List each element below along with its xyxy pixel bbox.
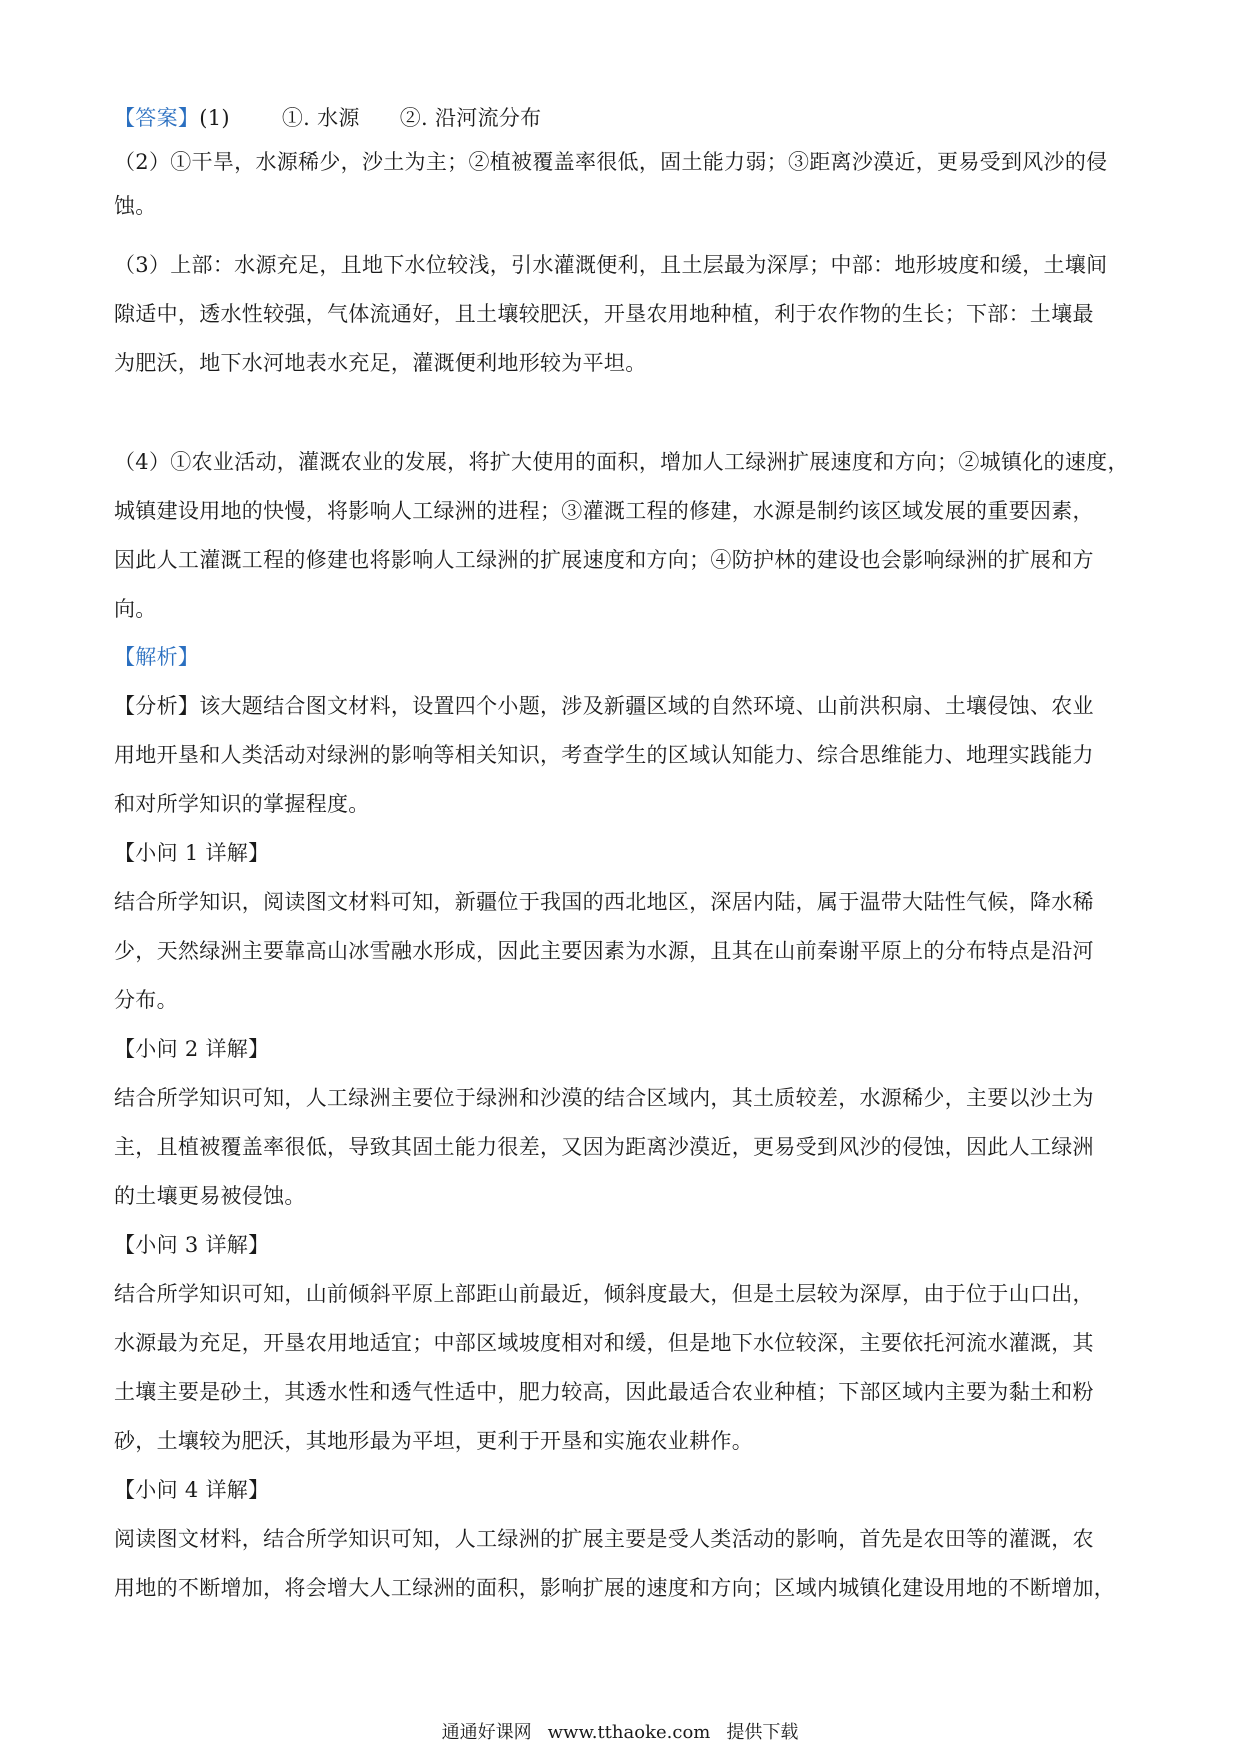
q2-answer-line: 蚀。 xyxy=(114,194,157,218)
sub1-line: 结合所学知识，阅读图文材料可知，新疆位于我国的西北地区，深居内陆，属于温带大陆性气候，降水稀 xyxy=(114,890,1094,914)
sub3-line: 结合所学知识可知，山前倾斜平原上部距山前最近，倾斜度最大，但是土层较为深厚，由于位于山口出， xyxy=(114,1282,1094,1306)
answer-heading xyxy=(114,104,541,132)
sub3-line: 水源最为充足，开垦农用地适宜；中部区域坡度相对和缓，但是地下水位较深，主要依托河流水灌溉，其 xyxy=(114,1331,1094,1355)
sub4-line: 阅读图文材料，结合所学知识可知，人工绿洲的扩展主要是受人类活动的影响，首先是农田等的灌溉，农 xyxy=(114,1527,1094,1551)
q4-answer-line: （4）①农业活动，灌溉农业的发展，将扩大使用的面积，增加人工绿洲扩展速度和方向；②城镇化的速度， xyxy=(114,450,1129,474)
sub2-title: 【小问 2 详解】 xyxy=(114,1037,270,1061)
sub2-line: 结合所学知识可知，人工绿洲主要位于绿洲和沙漠的结合区域内，其土质较差，水源稀少，主要以沙土为 xyxy=(114,1086,1094,1110)
sub1-line: 少，天然绿洲主要靠高山冰雪融水形成，因此主要因素为水源，且其在山前秦谢平原上的分布特点是沿河 xyxy=(114,939,1094,963)
fenxi-line: 【分析】该大题结合图文材料，设置四个小题，涉及新疆区域的自然环境、山前洪积扇、土壤侵蚀、农业 xyxy=(114,694,1094,718)
q1-answer-b: ②. 沿河流分布 xyxy=(399,106,542,130)
answer-label: 【答案】 xyxy=(114,106,200,130)
footer-url[interactable]: www.tthaoke.com xyxy=(547,1722,711,1743)
q3-answer-line: 为肥沃，地下水河地表水充足，灌溉便利地形较为平坦。 xyxy=(114,351,647,375)
q3-answer-line: （3）上部：水源充足，且地下水位较浅，引水灌溉便利，且土层最为深厚；中部：地形坡度和缓，土壤间 xyxy=(114,253,1108,277)
q1-answer-a: ①. 水源 xyxy=(281,106,360,130)
sub1-title: 【小问 1 详解】 xyxy=(114,841,270,865)
page-footer xyxy=(0,1721,1240,1745)
fenxi-line: 用地开垦和人类活动对绿洲的影响等相关知识，考查学生的区域认知能力、综合思维能力、地理实践能力 xyxy=(114,743,1094,767)
sub3-title: 【小问 3 详解】 xyxy=(114,1233,270,1257)
analysis-label: 【解析】 xyxy=(114,645,200,669)
q3-answer-line: 隙适中，透水性较强，气体流通好，且土壤较肥沃，开垦农用地种植，利于农作物的生长；下部：土壤最 xyxy=(114,302,1094,326)
sub3-line: 土壤主要是砂土，其透水性和透气性适中，肥力较高，因此最适合农业种植；下部区域内主要为黏土和粉 xyxy=(114,1380,1094,1404)
sub3-line: 砂，土壤较为肥沃，其地形最为平坦，更利于开垦和实施农业耕作。 xyxy=(114,1429,753,1453)
sub2-line: 的土壤更易被侵蚀。 xyxy=(114,1184,306,1208)
q1-number: (1) xyxy=(199,106,230,130)
q4-answer-line: 向。 xyxy=(114,597,157,621)
q2-answer-line: （2）①干旱，水源稀少，沙土为主；②植被覆盖率很低，固土能力弱；③距离沙漠近，更易受到风沙的侵 xyxy=(114,150,1108,174)
sub2-line: 主，且植被覆盖率很低，导致其固土能力很差，又因为距离沙漠近，更易受到风沙的侵蚀，因此人工绿洲 xyxy=(114,1135,1094,1159)
q4-answer-line: 因此人工灌溉工程的修建也将影响人工绿洲的扩展速度和方向；④防护林的建设也会影响绿洲的扩展和方 xyxy=(114,548,1094,572)
footer-note: 提供下载 xyxy=(726,1722,799,1743)
sub1-line: 分布。 xyxy=(114,988,178,1012)
q4-answer-line: 城镇建设用地的快慢，将影响人工绿洲的进程；③灌溉工程的修建，水源是制约该区域发展的重要因素， xyxy=(114,499,1094,523)
sub4-line: 用地的不断增加，将会增大人工绿洲的面积，影响扩展的速度和方向；区域内城镇化建设用地的不断增加， xyxy=(114,1576,1116,1600)
footer-site-name: 通通好课网 xyxy=(441,1722,532,1743)
fenxi-line: 和对所学知识的掌握程度。 xyxy=(114,792,370,816)
sub4-title: 【小问 4 详解】 xyxy=(114,1478,270,1502)
